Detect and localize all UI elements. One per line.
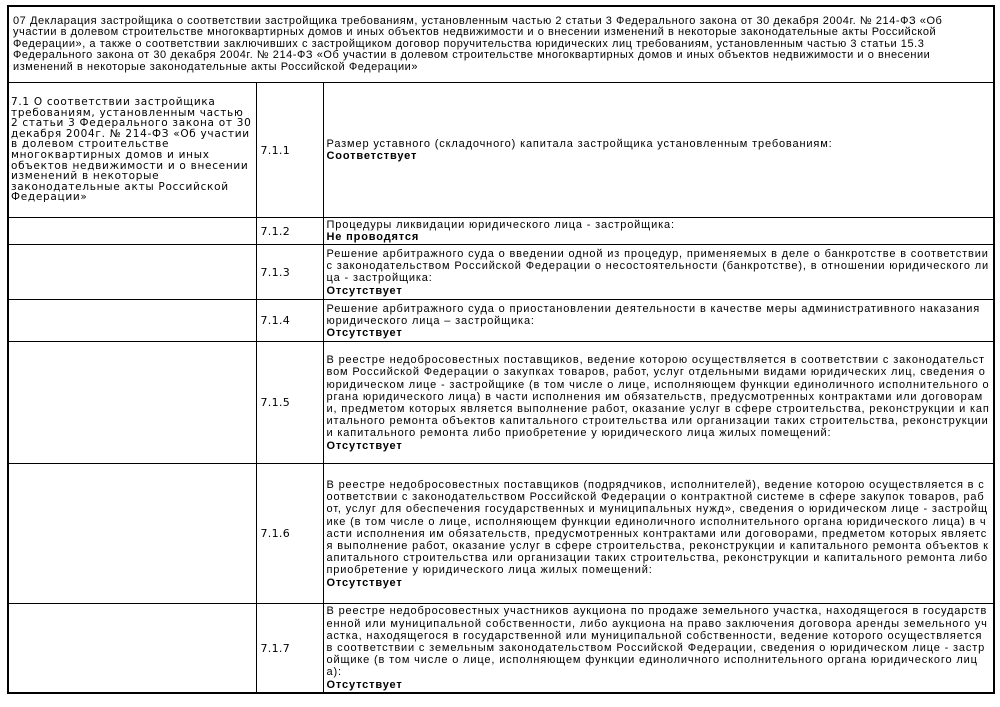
status-value: Отсутствует <box>326 678 403 691</box>
requirement-text: В реестре недобросовестных поставщиков (подрядчиков, исполнителей), ведение которою осуществляется в соответствии с законодательством Российской Федерации о контрактной системе в сфере закупок товаров, работ, услуг для обеспечения государственных и муниципальных нужд», сведения о юридическом лице - застройщике (в том числе о лице, исполняющем функции единоличного исполнительного органа юридического лица) в части исполнения им обязательств, предусмотренных контрактами или договорами, предметом которых является выполнение работ, оказание услуг в сфере строительства, реконструкции и капитального ремонта объектов капитального строительства или организации таких строительства, реконструкции и капитального ремонта либо приобретение у юридического лица жилых помещений: <box>326 478 989 577</box>
status-value: Отсутствует <box>326 576 403 589</box>
table-row <box>8 300 994 342</box>
status-value: Отсутствует <box>326 439 403 452</box>
requirement-text: В реестре недобросовестных участников аукциона по продаже земельного участка, находящегося в государственной или муниципальной собственности, либо аукциона на право заключения договора аренды земельного участка, находящегося в государственной или муниципальной собственности, ведение которого осуществляется в соответствии с земельным законодательством Российской Федерации, сведения о юридическом лице - застройщике (в том числе о лице, исполняющем функции единоличного исполнительного органа юридического лица): <box>326 605 988 679</box>
table-row <box>8 83 994 218</box>
row-number: 7.1.3 <box>256 245 323 300</box>
section-label-cell <box>8 342 256 464</box>
header-row <box>8 6 994 83</box>
section-label-cell <box>8 218 256 245</box>
row-number: 7.1.5 <box>256 342 323 464</box>
requirement-cell <box>323 300 994 342</box>
table-row <box>8 342 994 464</box>
section-label-cell <box>8 245 256 300</box>
section-label-cell <box>8 464 256 604</box>
document-title: 07 Декларация застройщика о соответствии застройщика требованиям, установленным частью 2 статьи 3 Федерального закона от 30 декабря 2004г. № 214-ФЗ «Об участии в долевом строительстве многоквартирных домов и иных объектов недвижимости и о внесении изменений в некоторые законодательные акты Российской Федерации», а также о соответствии заключивших с застройщиком договор поручительства юридических лиц требованиям, установленным частью 3 статьи 15.3 Федерального закона от 30 декабря 2004г. № 214-ФЗ «Об участии в долевом строительстве многоквартирных домов и иных объектов недвижимости и о внесении изменений в некоторые законодательные акты Российской Федерации» <box>8 6 994 83</box>
requirement-cell <box>323 245 994 300</box>
row-number: 7.1.1 <box>256 83 323 218</box>
status-value: Соответствует <box>326 150 418 162</box>
section-label-cell <box>8 604 256 693</box>
requirement-text: Процедуры ликвидации юридического лица - застройщика: <box>326 219 675 231</box>
status-value: Отсутствует <box>326 327 403 339</box>
requirement-cell <box>323 464 994 604</box>
row-number: 7.1.2 <box>256 218 323 245</box>
row-number: 7.1.6 <box>256 464 323 604</box>
table-row <box>8 245 994 300</box>
requirement-cell <box>323 218 994 245</box>
table-row <box>8 218 994 245</box>
section-label-cell <box>8 300 256 342</box>
requirement-text: Размер уставного (складочного) капитала застройщика установленным требованиям: <box>326 137 833 150</box>
requirement-text: Решение арбитражного суда о приостановлении деятельности в качестве меры административного наказания юридического лица – застройщика: <box>326 302 981 327</box>
section-label-cell: 7.1 О соответствии застройщика требованиям, установленным частью 2 статьи 3 Федерального закона от 30 декабря 2004г. № 214-ФЗ «Об участии в долевом строительстве многоквартирных домов и иных объектов недвижимости и о внесении изменений в некоторые законодательные акты Российской Федерации» <box>8 83 256 218</box>
row-number: 7.1.7 <box>256 604 323 693</box>
requirement-cell <box>323 604 994 693</box>
status-value: Не проводятся <box>326 231 420 244</box>
table-row <box>8 464 994 604</box>
requirement-text: В реестре недобросовестных поставщиков, ведение которою осуществляется в соответствии с законодательством Российской Федерации о закупках товаров, работ, услуг отдельными видами юридических лиц, сведения о юридическом лице - застройщике (в том числе о лице, исполняющем функции единоличного исполнительного органа юридического лица) в части исполнения им обязательств, предусмотренных контрактами или договорами, предметом которых является выполнение работ, оказание услуг в сфере строительства, реконструкции и капитального ремонта объектов капитального строительства или организации таких строительства, реконструкции и капитального ремонта либо приобретение у юридического лица жилых помещений: <box>326 354 990 440</box>
requirement-cell <box>323 342 994 464</box>
table-row <box>8 604 994 693</box>
requirement-text: Решение арбитражного суда о введении одной из процедур, применяемых в деле о банкротстве в соответствии с законодательством Российской Федерации о несостоятельности (банкротстве), в отношении юридического лица - застройщика: <box>326 248 990 285</box>
declaration-table <box>7 5 995 694</box>
row-number: 7.1.4 <box>256 300 323 342</box>
requirement-cell <box>323 83 994 218</box>
status-value: Отсутствует <box>326 284 403 297</box>
